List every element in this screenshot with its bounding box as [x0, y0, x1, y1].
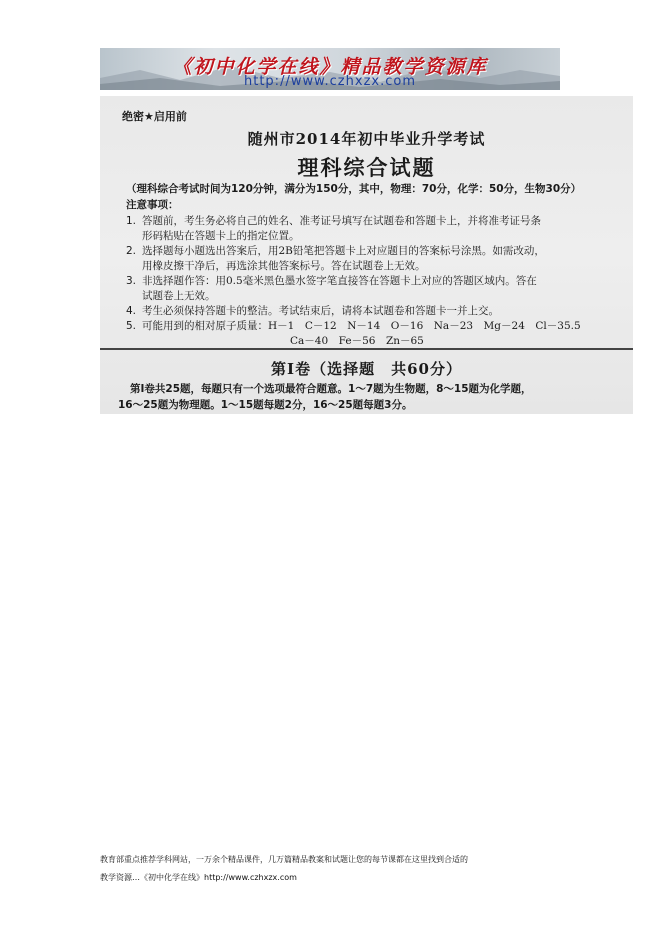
note-number: 2. [126, 245, 137, 257]
note-text: 非选择题作答：用0.5毫米黑色墨水签字笔直接答在答题卡上对应的答题区域内。答在 [142, 275, 537, 287]
note-item [126, 243, 545, 258]
part-description-line2: 16～25题为物理题。1～15题每题2分，16～25题每题3分。 [118, 399, 413, 411]
notes-heading: 注意事项： [126, 199, 179, 211]
banner-title: 《初中化学在线》精品教学资源库 [172, 56, 488, 78]
note-continuation: 用橡皮擦干净后，再选涂其他答案标号。答在试题卷上无效。 [142, 260, 426, 272]
note-text: 考生必须保持答题卡的整洁。考试结束后，请将本试题卷和答题卡一并上交。 [142, 305, 499, 317]
note-item [126, 213, 541, 228]
note-number: 4. [126, 305, 137, 317]
part-description-line1: 第Ⅰ卷共25题，每题只有一个选项最符合题意。1～7题为生物题，8～15题为化学题， [130, 383, 532, 395]
note-item [126, 303, 499, 318]
exam-title-line2: 理科综合试题 [297, 155, 436, 180]
note-text: 选择题每小题选出答案后，用2B铅笔把答题卡上对应题目的答案标号涂黑。如需改动， [142, 245, 545, 257]
note-item [126, 318, 581, 333]
note-number: 5. [126, 320, 137, 332]
note-continuation: 形码粘贴在答题卡上的指定位置。 [142, 230, 300, 242]
exam-title-line1: 随州市2014年初中毕业升学考试 [247, 130, 486, 148]
note-item [126, 273, 537, 288]
banner-url-link[interactable]: http://www.czhxzx.com [244, 74, 416, 89]
note-continuation: 试题卷上无效。 [142, 290, 216, 302]
part-title: 第Ⅰ卷（选择题 共60分） [271, 360, 462, 378]
header-banner [100, 48, 560, 90]
note-number: 3. [126, 275, 137, 287]
note-text: 答题前，考生务必将自己的姓名、准考证号填写在试题卷和答题卡上，并将准考证号条 [142, 215, 541, 227]
section-divider [100, 348, 633, 350]
note-number: 1. [126, 215, 137, 227]
exam-info: （理科综合考试时间为120分钟，满分为150分，其中，物理：70分，化学：50分，生物30分） [126, 183, 582, 195]
scanned-exam-page [100, 96, 633, 414]
secret-label: 绝密★启用前 [122, 110, 187, 123]
footer-line2[interactable]: 教学资源…《初中化学在线》http://www.czhxzx.com [100, 873, 297, 882]
footer-line1: 教育部重点推荐学科网站，一万余个精品课件，几万篇精品教案和试题让您的每节课都在这里找到合适的 [100, 855, 468, 864]
atomic-masses: 可能用到的相对原子质量：H－1 C－12 N－14 O－16 Na－23 Mg－24 Cl－35.5 [142, 320, 581, 332]
atomic-masses-continuation: Ca－40 Fe－56 Zn－65 [290, 335, 424, 347]
